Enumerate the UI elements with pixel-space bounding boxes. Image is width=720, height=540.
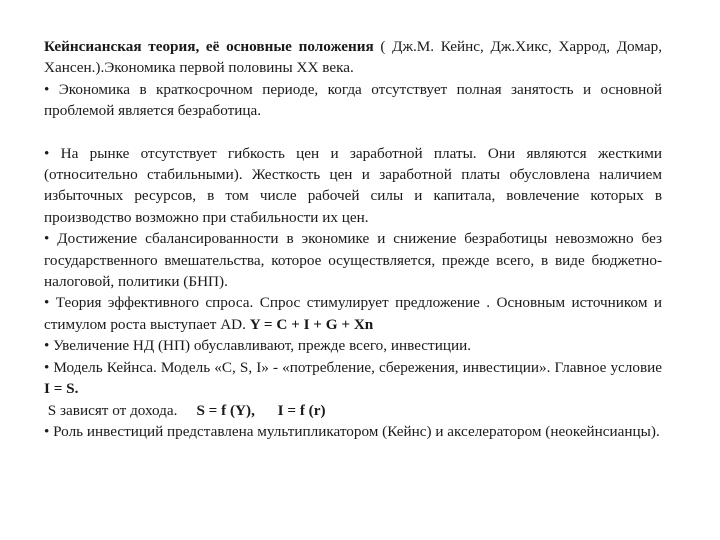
paragraph-gap (44, 122, 662, 143)
main-condition-formula: I = S. (44, 380, 79, 398)
ad-formula: Y = C + I + G + Xn (249, 315, 374, 333)
intro-authors: ( Дж.М. Кейнс, Дж.Хикс, Харрод, Домар, Хансен.).Экономика первой половины ХХ века. (44, 38, 663, 77)
savings-function-formula: S = f (Y), (196, 401, 255, 419)
point-savings-dependency (44, 400, 662, 421)
intro-paragraph (44, 36, 662, 79)
intro-title: Кейнсианская теория, её основные положения (44, 38, 374, 55)
point-multiplier-accelerator: • Роль инвестиций представлена мультипликатором (Кейнс) и акселератором (неокейнсианцы). (44, 422, 660, 440)
point-effective-demand (44, 292, 662, 335)
effective-demand-text: • Теория эффективного спроса. Спрос стимулирует предложение . Основным источником и стимулом роста выступает AD. (44, 294, 662, 333)
investment-function-formula: I = f (r) (277, 401, 326, 419)
point-state-intervention: • Достижение сбалансированности в экономике и снижение безработицы невозможно без государственного вмешательства, которое осуществляется, прежде всего, в виде бюджетно-налоговой, политики (БНП). (44, 230, 662, 291)
document-page (44, 36, 662, 442)
point-price-rigidity: • На рынке отсутствует гибкость цен и заработной платы. Они являются жесткими (относительно стабильными). Жесткость цен и заработной платы обусловлена наличием избыточных ресурсов, в том числе рабочей силы и капитала, вовлечение которых в производство возможно при стабильности их цен. (44, 144, 662, 226)
point-investment-growth: • Увеличение НД (НП) обуславливают, прежде всего, инвестиции. (44, 337, 471, 355)
formula-spacer (255, 402, 278, 419)
point-short-run-economy: • Экономика в краткосрочном периоде, когда отсутствует полная занятость и основной проблемой является безработица. (44, 80, 662, 120)
savings-text: S зависят от дохода. (44, 401, 197, 419)
keynes-model-text: • Модель Кейнса. Модель «C, S, I» - «потребление, сбережения, инвестиции». Главное условие (44, 358, 662, 376)
point-keynes-model (44, 357, 662, 400)
